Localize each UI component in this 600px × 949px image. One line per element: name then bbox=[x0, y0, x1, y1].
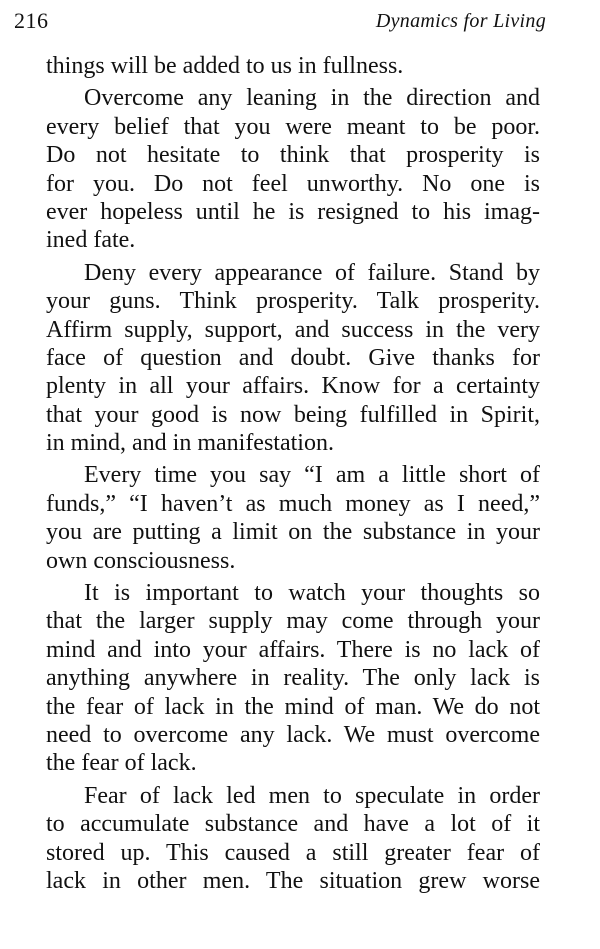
text-line: Do not hesitate to think that prosperity is bbox=[46, 142, 540, 169]
page-number: 216 bbox=[14, 8, 49, 33]
text-line: things will be added to us in fullness. bbox=[46, 53, 404, 79]
paragraph bbox=[46, 782, 540, 896]
text-line: ined fate. bbox=[46, 227, 136, 254]
text-line: in mind, and in manifestation. bbox=[46, 430, 334, 457]
text-line: for you. Do not feel unworthy. No one is bbox=[46, 170, 540, 197]
body-text bbox=[46, 52, 540, 899]
text-line: the fear of lack. bbox=[46, 750, 197, 777]
text-line: Affirm supply, support, and success in the very bbox=[46, 316, 540, 343]
text-line: ever hopeless until he is resigned to his imag- bbox=[46, 198, 540, 225]
text-line: the fear of lack in the mind of man. We do not bbox=[46, 693, 540, 720]
text-line: funds,” “I haven’t as much money as I need,” bbox=[46, 490, 540, 517]
paragraph bbox=[46, 461, 540, 575]
text-line: anything anywhere in reality. The only lack is bbox=[46, 665, 540, 692]
text-line: every belief that you were meant to be poor. bbox=[46, 113, 540, 140]
paragraph bbox=[46, 579, 540, 778]
text-line: mind and into your affairs. There is no lack of bbox=[46, 636, 540, 663]
text-line: that your good is now being fulfilled in Spirit, bbox=[46, 401, 540, 428]
text-line: need to overcome any lack. We must overcome bbox=[46, 721, 540, 748]
running-head bbox=[14, 8, 546, 38]
text-line: you are putting a limit on the substance in your bbox=[46, 519, 540, 546]
text-line: lack in other men. The situation grew worse bbox=[46, 867, 540, 894]
book-title: Dynamics for Living bbox=[375, 10, 546, 32]
text-line: Overcome any leaning in the direction and bbox=[84, 85, 540, 112]
text-line: plenty in all your affairs. Know for a certainty bbox=[46, 373, 540, 400]
paragraph bbox=[46, 84, 540, 254]
text-line: Every time you say “I am a little short of bbox=[84, 462, 540, 489]
paragraph bbox=[46, 259, 540, 458]
text-line: Deny every appearance of failure. Stand by bbox=[84, 259, 540, 286]
text-line: your guns. Think prosperity. Talk prosperity. bbox=[46, 288, 540, 315]
text-line: own consciousness. bbox=[46, 547, 236, 574]
text-line: to accumulate substance and have a lot of it bbox=[46, 811, 540, 838]
text-line: stored up. This caused a still greater fear of bbox=[46, 839, 540, 866]
text-line: that the larger supply may come through your bbox=[46, 608, 540, 635]
text-line: It is important to watch your thoughts so bbox=[84, 580, 540, 607]
text-line: face of question and doubt. Give thanks for bbox=[46, 344, 540, 371]
text-line: Fear of lack led men to speculate in order bbox=[84, 782, 540, 809]
paragraph bbox=[46, 52, 540, 80]
